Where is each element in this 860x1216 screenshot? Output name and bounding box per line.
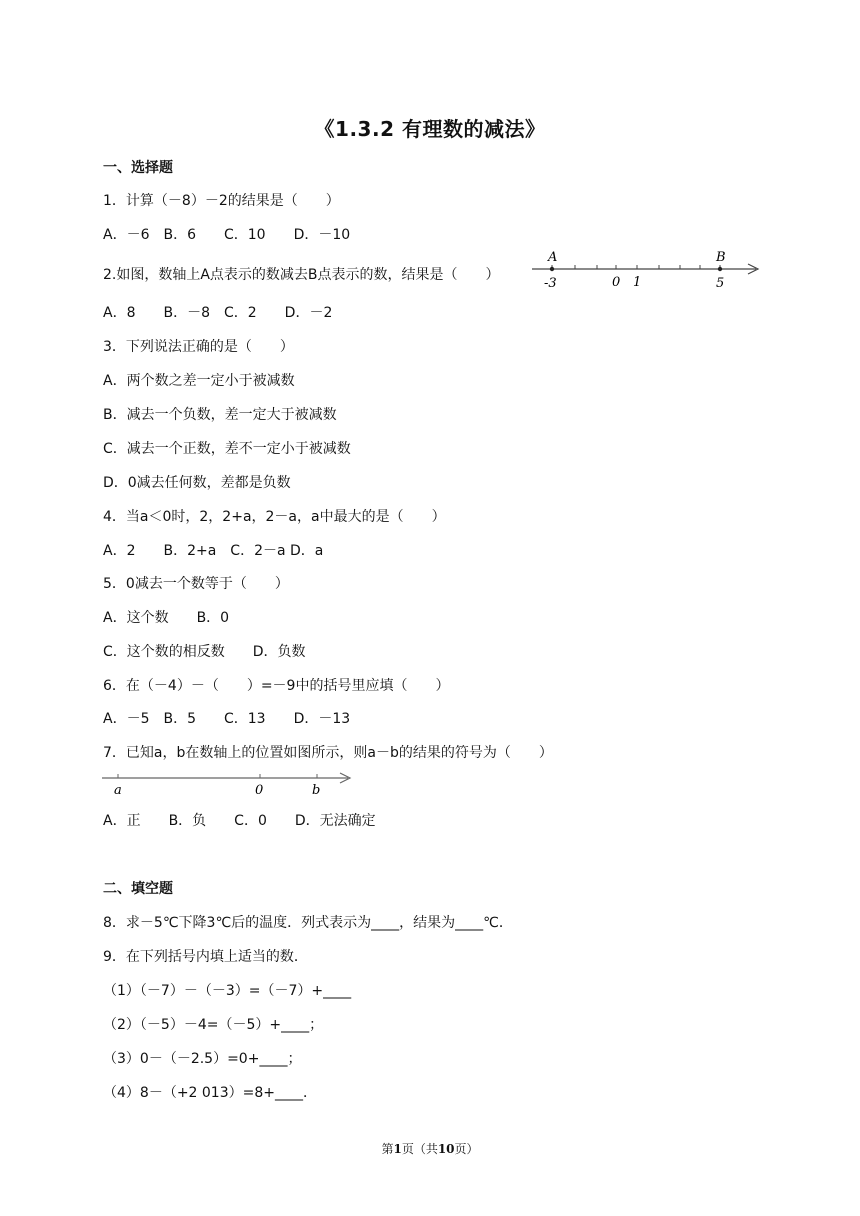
footer-suffix: 页）: [454, 1142, 479, 1156]
question-3-option-a: A．两个数之差一定小于被减数: [103, 373, 295, 389]
question-5-options-ab: A．这个数 B．0: [103, 610, 230, 626]
section-heading-choice: 一、选择题: [103, 160, 173, 176]
question-1-options: A．－6 B．6 C．10 D．－10: [103, 227, 351, 243]
number-line-figure-2: [100, 768, 356, 798]
question-9-part-1: （1）（－7）－（－3）=（－7）+____: [103, 983, 352, 999]
footer-middle: 页（共: [401, 1142, 438, 1156]
question-6: 6．在（－4）－（ ）=－9中的括号里应填（ ）: [103, 678, 450, 694]
question-3: 3．下列说法正确的是（ ）: [103, 339, 294, 355]
question-7: 7．已知a，b在数轴上的位置如图所示，则a－b的结果的符号为（ ）: [103, 745, 553, 761]
section-heading-fill: 二、填空题: [103, 881, 173, 897]
question-9: 9．在下列括号内填上适当的数．: [103, 949, 308, 965]
tick-label-neg3: -3: [544, 276, 557, 291]
footer-prefix: 第: [381, 1142, 394, 1156]
label-0: 0: [255, 783, 264, 798]
point-a-dot: [550, 267, 554, 271]
question-5: 5．0减去一个数等于（ ）: [103, 576, 289, 592]
footer-page-number: 1: [393, 1142, 402, 1156]
question-7-options: A．正 B．负 C．0 D．无法确定: [103, 813, 376, 829]
question-2: 2.如图，数轴上A点表示的数减去B点表示的数，结果是（ ）: [103, 267, 500, 283]
question-2-options: A．8 B．－8 C．2 D．－2: [103, 305, 333, 321]
tick-label-0: 0: [612, 275, 621, 290]
question-9-part-4: （4）8－（+2 013）=8+____．: [103, 1085, 317, 1101]
tick-label-5: 5: [716, 276, 725, 291]
question-9-part-2: （2）（－5）－4=（－5）+____；: [103, 1017, 324, 1033]
number-line-figure-1: [530, 248, 762, 292]
question-3-option-d: D．0减去任何数，差都是负数: [103, 475, 291, 491]
footer-total-pages: 10: [437, 1142, 455, 1156]
label-a: A: [548, 250, 558, 265]
question-3-option-c: C．减去一个正数，差不一定小于被减数: [103, 441, 351, 457]
label-b: b: [312, 783, 321, 798]
label-b: B: [716, 250, 726, 265]
question-3-option-b: B．减去一个负数，差一定大于被减数: [103, 407, 337, 423]
question-4: 4．当a＜0时，2，2+a，2－a，a中最大的是（ ）: [103, 509, 446, 525]
question-9-part-3: （3）0－（－2.5）=0+____；: [103, 1051, 302, 1067]
question-6-options: A．－5 B．5 C．13 D．－13: [103, 711, 351, 727]
question-8: 8．求－5℃下降3℃后的温度．列式表示为____，结果为____℃．: [103, 915, 513, 931]
tick-label-1: 1: [633, 275, 642, 290]
label-a: a: [114, 783, 122, 798]
point-b-dot: [718, 267, 722, 271]
question-1: 1．计算（－8）－2的结果是（ ）: [103, 193, 340, 209]
question-4-options: A．2 B．2+a C．2－a D．a: [103, 543, 324, 559]
question-5-options-cd: C．这个数的相反数 D．负数: [103, 644, 306, 660]
page-title: 《1.3.2 有理数的减法》: [314, 117, 546, 141]
page-footer: [0, 1140, 860, 1157]
